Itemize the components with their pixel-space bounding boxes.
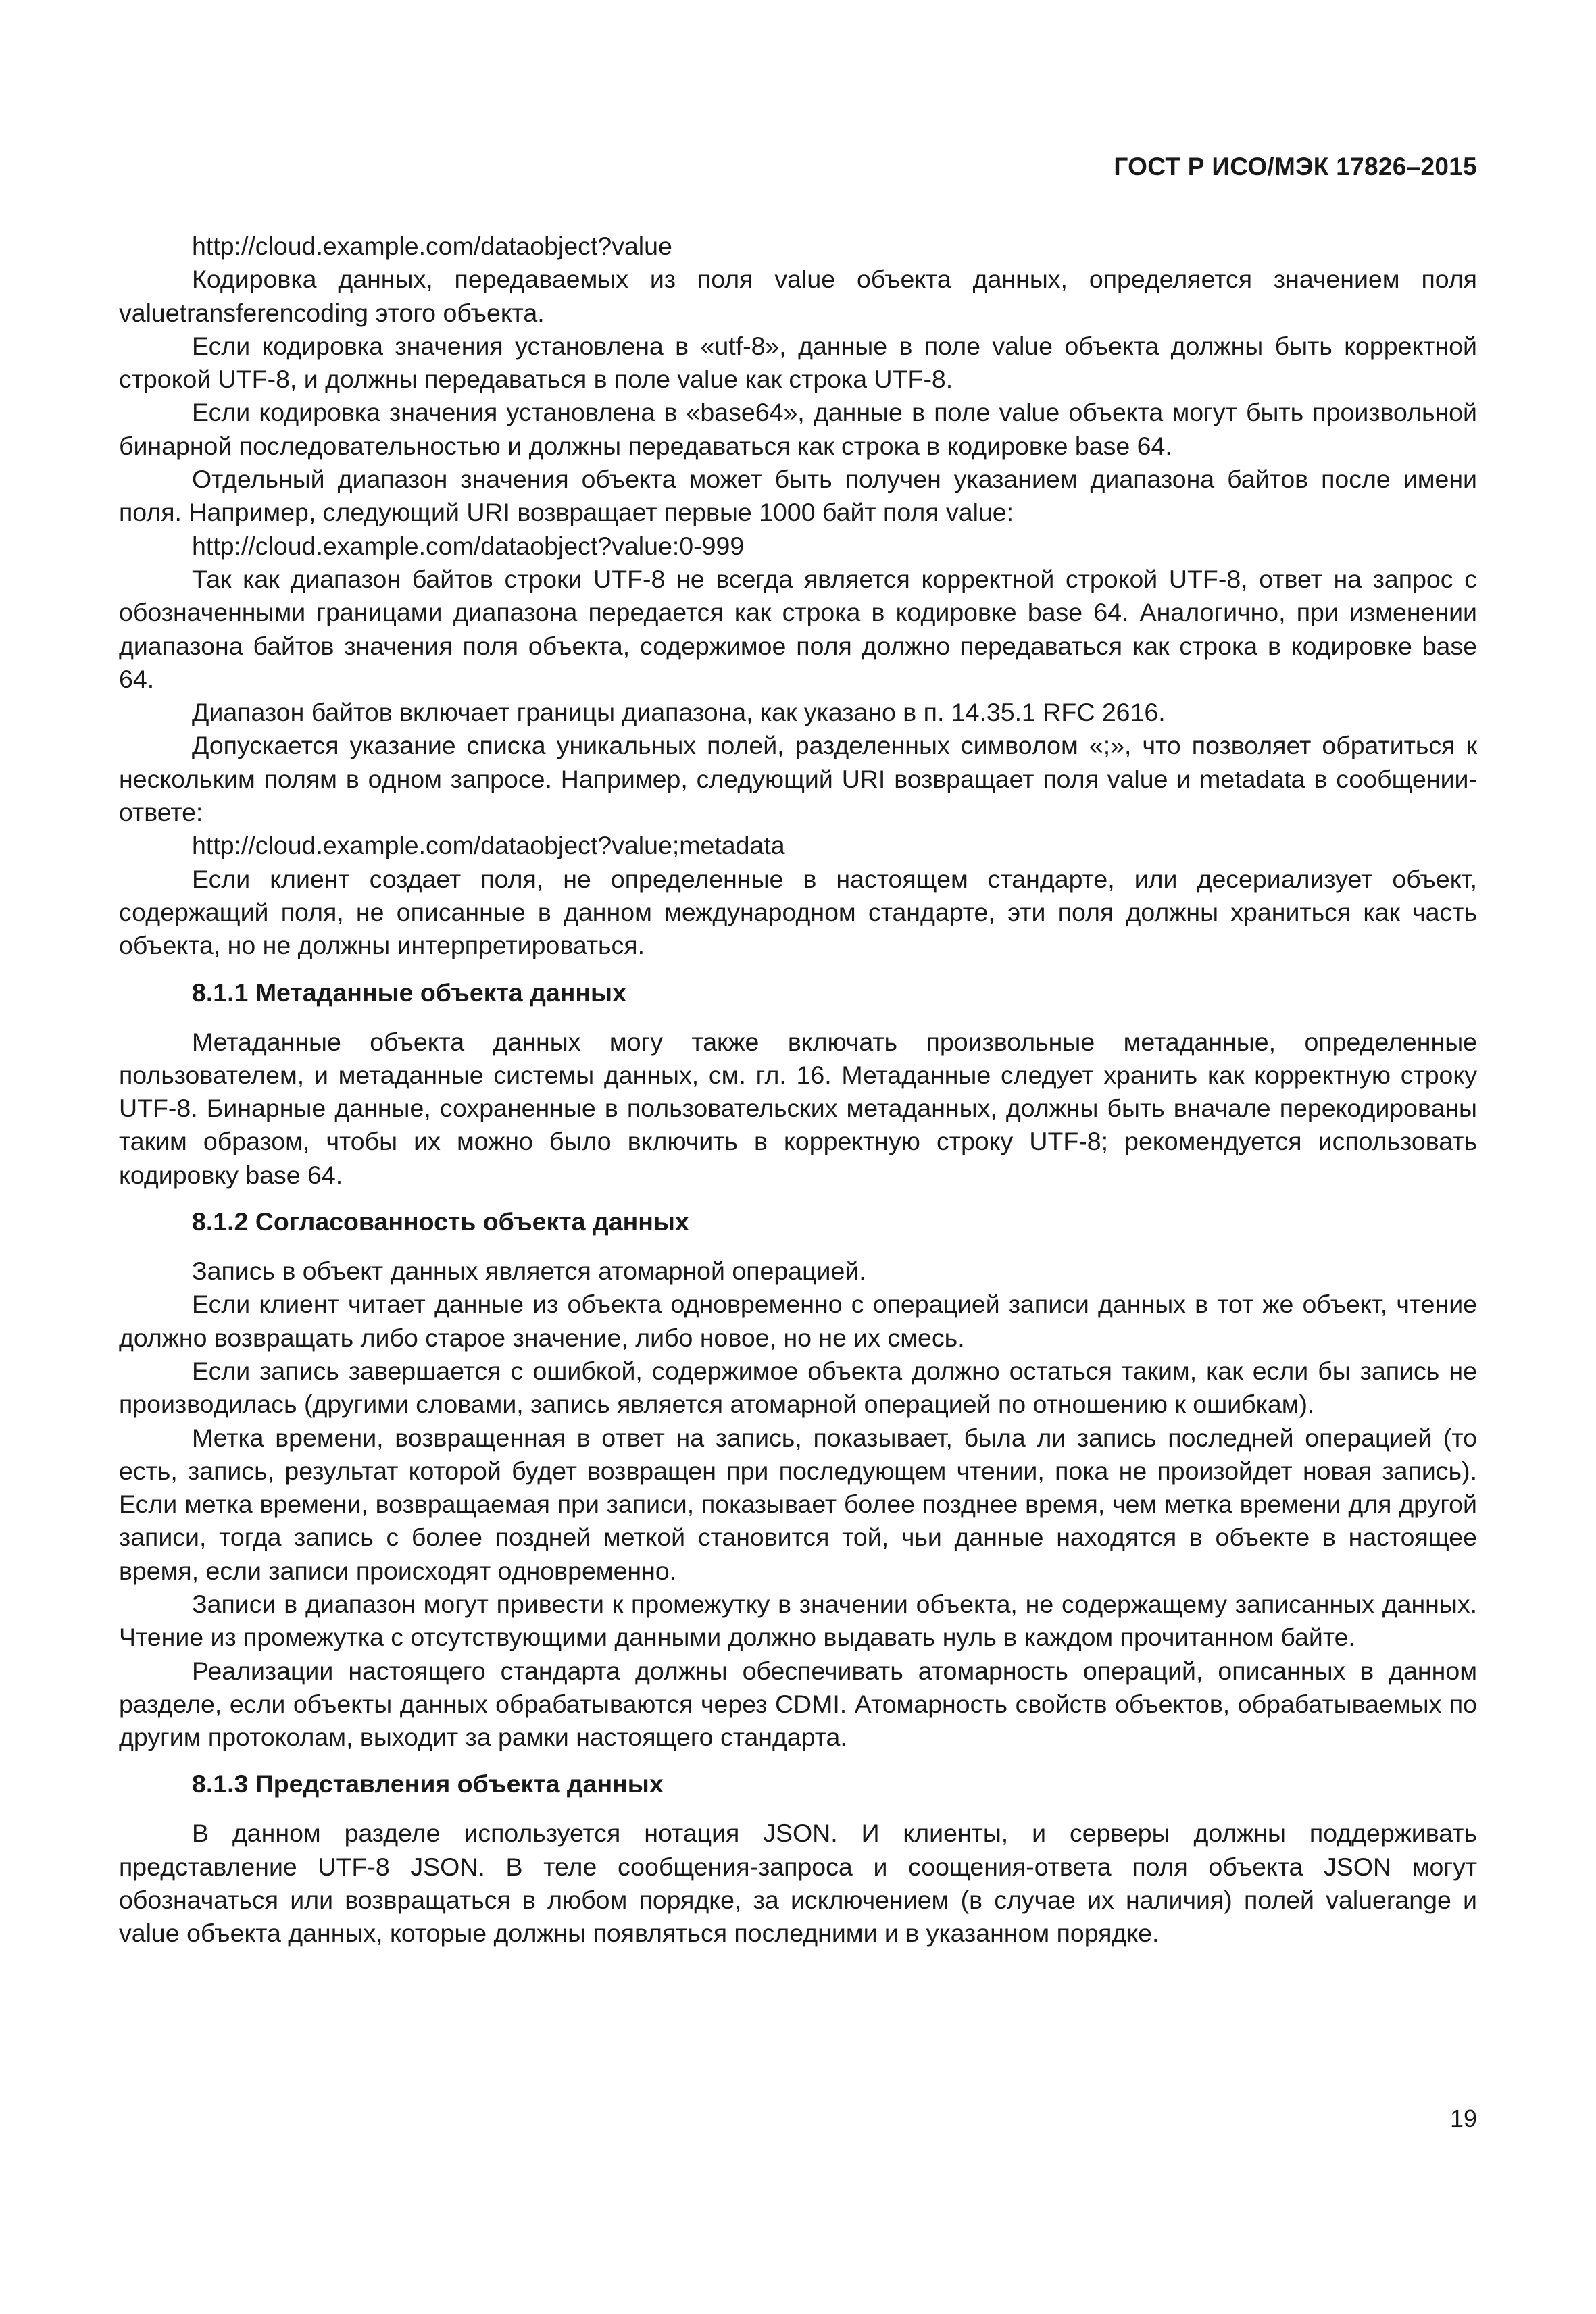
paragraph: Метаданные объекта данных могу также включать произвольные метаданные, определенные пользователем, и метаданные системы данных, см. гл. 16. Метаданные следует хранить как корректную строку UTF-8. Бинарные данные, сохраненные в пользовательских метаданных, должны быть вначале перекодированы таким образом, чтобы их можно было включить в корректную строку UTF-8; рекомендуется использовать кодировку base 64. <box>119 1027 1477 1189</box>
paragraph: Если кодировка значения установлена в «base64», данные в поле value объекта могут быть произвольной бинарной последовательностью и должны передаваться как строка в кодировке base 64. <box>119 398 1477 460</box>
section-heading-8-1-1: 8.1.1 Метаданные объекта данных <box>192 978 626 1007</box>
section-heading-8-1-3: 8.1.3 Представления объекта данных <box>192 1769 664 1799</box>
page-number: 19 <box>1449 2105 1477 2132</box>
document-header: ГОСТ Р ИСО/МЭК 17826–2015 <box>1114 153 1477 180</box>
section-heading-8-1-2: 8.1.2 Согласованность объекта данных <box>192 1207 689 1236</box>
paragraph: Реализации настоящего стандарта должны обеспечивать атомарность операций, описанных в данном разделе, если объекты данных обрабатываются через CDMI. Атомарность свойств объектов, обрабатываемых по другим протоколам, выходит за рамки настоящего стандарта. <box>119 1656 1477 1752</box>
document-body <box>119 230 1477 1951</box>
paragraph: Если кодировка значения установлена в «utf-8», данные в поле value объекта должны быть корректной строкой UTF-8, и должны передаваться в поле value как строка UTF-8. <box>119 331 1477 394</box>
paragraph: Так как диапазон байтов строки UTF-8 не всегда является корректной строкой UTF-8, ответ на запрос с обозначенными границами диапазона передается как строка в кодировке base 64. Аналогично, при изменении диапазона байтов значения поля объекта, содержимое поля должно передаваться как строка в кодировке base 64. <box>119 564 1477 693</box>
paragraph-url-metadata: http://cloud.example.com/dataobject?value;metadata <box>192 831 785 860</box>
paragraph: Запись в объект данных является атомарной операцией. <box>192 1257 866 1286</box>
paragraph: Если клиент создает поля, не определенные в настоящем стандарте, или десериализует объект, содержащий поля, не описанные в данном международном стандарте, эти поля должны храниться как часть объекта, но не должны интерпретироваться. <box>119 864 1477 960</box>
paragraph: В данном разделе используется нотация JSON. И клиенты, и серверы должны поддерживать представление UTF-8 JSON. В теле сообщения-запроса и соощения-ответа поля объекта JSON могут обозначаться или возвращаться в любом порядке, за исключением (в случае их наличия) полей valuerange и value объекта данных, которые должны появляться последними и в указанном порядке. <box>119 1819 1477 1948</box>
paragraph: Записи в диапазон могут привести к промежутку в значении объекта, не содержащему записанных данных. Чтение из промежутка с отсутствующими данными должно выдавать нуль в каждом прочитанном байте. <box>119 1589 1477 1652</box>
paragraph: Метка времени, возвращенная в ответ на запись, показывает, была ли запись последней операцией (то есть, запись, результат которой будет возвращен при последующем чтении, пока не произойдет новая запись). Если метка времени, возвращаемая при записи, показывает более позднее время, чем метка времени для другой записи, тогда запись с более поздней меткой становится той, чьи данные находятся в объекте в настоящее время, если записи происходят одновременно. <box>119 1423 1477 1585</box>
paragraph-url-value: http://cloud.example.com/dataobject?value <box>192 232 672 260</box>
paragraph: Отдельный диапазон значения объекта может быть получен указанием диапазона байтов после имени поля. Например, следующий URI возвращает первые 1000 байт поля value: <box>119 465 1477 527</box>
paragraph: Допускается указание списка уникальных полей, разделенных символом «;», что позволяет обратиться к нескольким полям в одном запросе. Например, следующий URI возвращает поля value и metadata в сообщении-ответе: <box>119 731 1477 827</box>
paragraph: Диапазон байтов включает границы диапазона, как указано в п. 14.35.1 RFC 2616. <box>192 698 1166 727</box>
paragraph: Если запись завершается с ошибкой, содержимое объекта должно остаться таким, как если бы запись не производилась (другими словами, запись является атомарной операцией по отношению к ошибкам). <box>119 1356 1477 1419</box>
paragraph: Если клиент читает данные из объекта одновременно с операцией записи данных в тот же объект, чтение должно возвращать либо старое значение, либо новое, но не их смесь. <box>119 1290 1477 1352</box>
paragraph: Кодировка данных, передаваемых из поля value объекта данных, определяется значением поля valuetransferencoding этого объекта. <box>119 265 1477 327</box>
paragraph-url-range: http://cloud.example.com/dataobject?value:0-999 <box>192 531 745 560</box>
